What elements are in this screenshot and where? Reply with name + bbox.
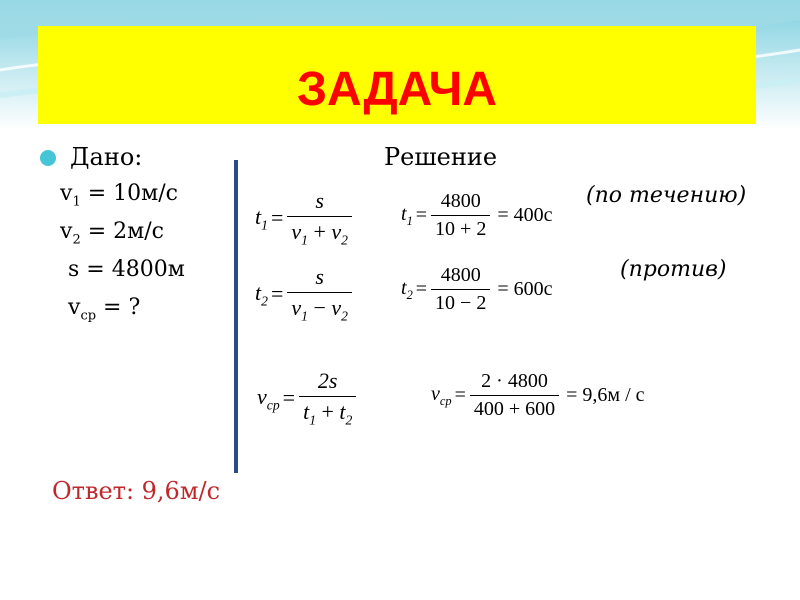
formula-t2-numeric: $t_2$ = $\frac{4800}{10 - 2}$ = 600c (401, 264, 553, 314)
formula-vcp-numeric: $v_{cp}$ = $\frac{2 \cdot 4800}{400 + 600}$ = 9,6м / с (431, 370, 645, 420)
formula-t1: $t_1$ = $\frac{s}{v_1 + v_2}$ (252, 188, 356, 248)
solution-heading: Решение (384, 143, 498, 171)
formula-t1-numeric: $t_1$ = $\frac{4800}{10 + 2}$ = 400c (401, 190, 553, 240)
page-title: ЗАДАЧА (296, 63, 498, 116)
answer-text: Ответ: 9,6м/с (52, 477, 221, 505)
given-s: s = 4800м (68, 257, 185, 282)
formula-vcp: $v_{cp}$ = $\frac{2s}{t_1 + t_2}$ (254, 368, 360, 428)
title-banner (38, 26, 756, 124)
note-upstream: (против) (620, 257, 727, 282)
bullet-icon (40, 150, 56, 166)
given-vcp: $v_{ср}$ = ? (68, 295, 141, 324)
given-v2: $v_2 = 2м/с$ (60, 219, 164, 248)
formula-t2: $t_2$ = $\frac{s}{v_1 - v_2}$ (252, 264, 356, 324)
divider-line (234, 160, 238, 473)
given-v1: $v_1 = 10м/с$ (60, 181, 178, 210)
given-heading: Дано: (70, 143, 143, 171)
note-downstream: (по течению) (586, 183, 747, 208)
